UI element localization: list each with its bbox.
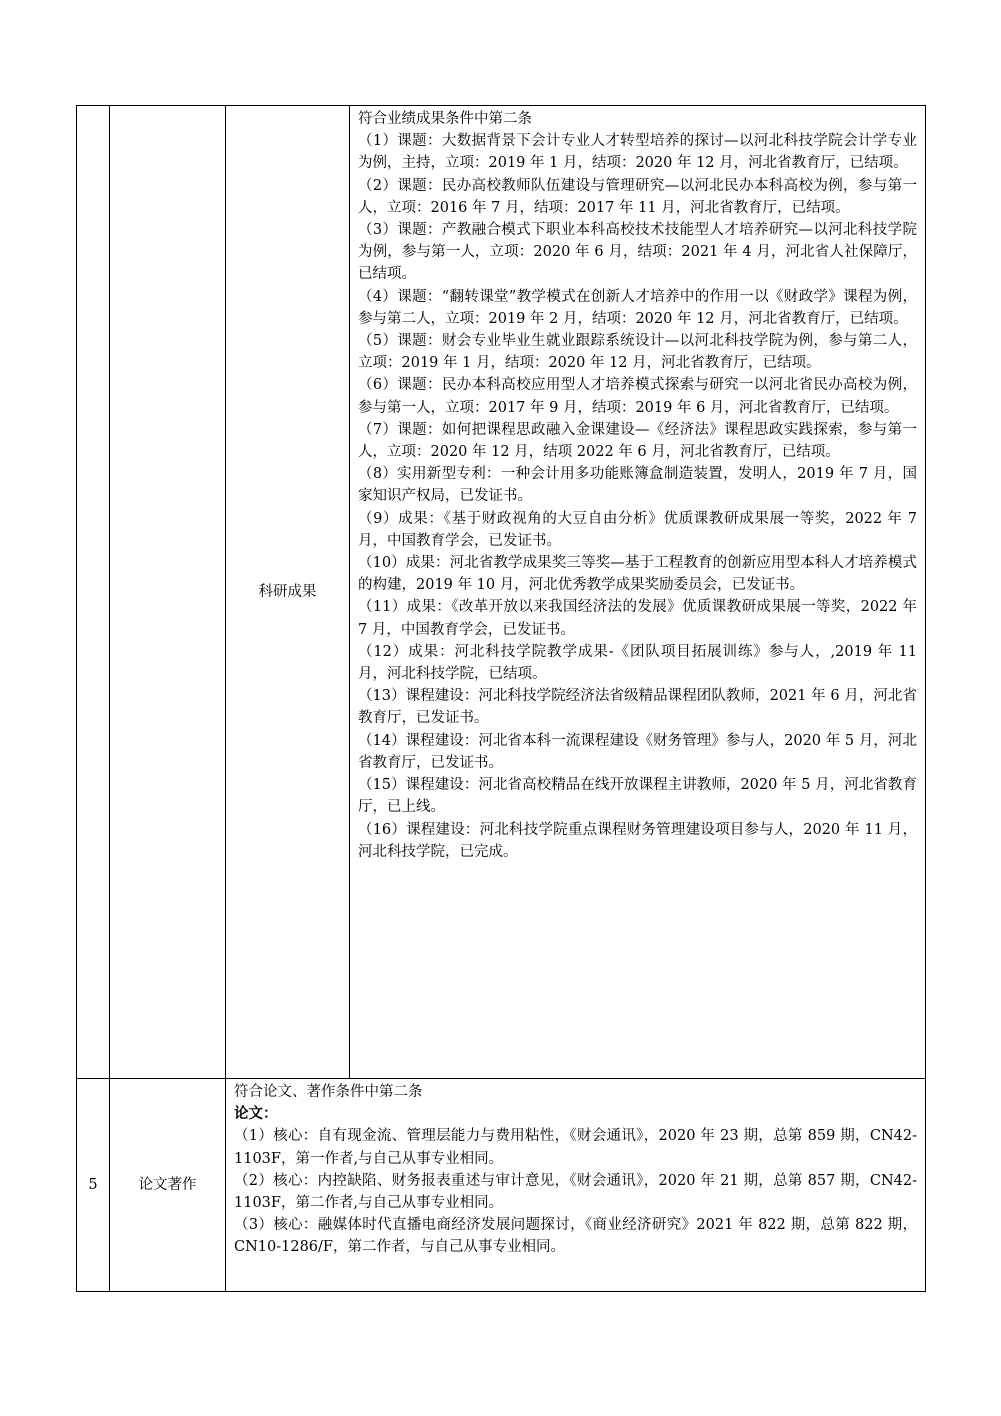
papers-content-cell xyxy=(226,1079,926,1292)
research-content-cell xyxy=(350,106,926,1079)
qualification-table xyxy=(76,105,926,1292)
table-row-research xyxy=(77,106,926,1079)
research-item: （10）成果：河北省教学成果奖三等奖—基于工程教育的创新应用型本科人才培养模式的构建，2019 年 10 月，河北优秀教学成果奖励委员会，已发证书。 xyxy=(358,555,917,594)
research-item: （4）课题：“翻转课堂”教学模式在创新人才培养中的作用一以《财政学》课程为例，参与第二人，立项：2019 年 2 月，结项：2020 年 12 月，河北省教育厅，已结项。 xyxy=(358,288,917,327)
paper-item: （2）核心：内控缺陷、财务报表重述与审计意见，《财会通讯》，2020 年 21 期，总第 857 期，CN42-1103F，第二作者,与自己从事专业相同。 xyxy=(234,1172,917,1212)
research-item: （12）成果：河北科技学院教学成果-《团队项目拓展训练》参与人，,2019 年 11 月，河北科技学院，已结项。 xyxy=(358,643,917,683)
row-name-cell xyxy=(110,106,226,1079)
paper-item: （3）核心：融媒体时代直播电商经济发展问题探讨，《商业经济研究》2021 年 822 期，总第 822 期，CN10-1286/F，第二作者，与自己从事专业相同。 xyxy=(234,1217,917,1256)
research-item: （9）成果：《基于财政视角的大豆自由分析》优质课教研成果展一等奖，2022 年 7 月，中国教育学会，已发证书。 xyxy=(358,510,917,549)
research-item: （13）课程建设：河北科技学院经济法省级精品课程团队教师，2021 年 6 月，河北省教育厅，已发证书。 xyxy=(358,688,917,727)
research-item: （1）课题：大数据背景下会计专业人才转型培养的探讨—以河北科技学院会计学专业为例，主持，立项：2019 年 1 月，结项：2020 年 12 月，河北省教育厅，已结项。 xyxy=(358,133,917,172)
research-item: （8）实用新型专利：一种会计用多功能账簿盒制造装置，发明人，2019 年 7 月，国家知识产权局，已发证书。 xyxy=(358,466,917,505)
research-item: （3）课题：产教融合模式下职业本科高校技术技能型人才培养研究—以河北科技学院为例，参与第一人，立项：2020 年 6 月，结项：2021 年 4 月，河北省人社保障厅，已结项。 xyxy=(358,222,917,283)
research-item: （15）课程建设：河北省高校精品在线开放课程主讲教师，2020 年 5 月，河北省教育厅，已上线。 xyxy=(358,777,917,816)
category-label-research: 科研成果 xyxy=(226,106,350,1079)
paper-item: （1）核心：自有现金流、管理层能力与费用粘性，《财会通讯》，2020 年 23 期，总第 859 期，CN42-1103F，第一作者,与自己从事专业相同。 xyxy=(234,1128,917,1167)
research-item: （6）课题：民办本科高校应用型人才培养模式探索与研究一以河北省民办高校为例，参与第一人，立项：2017 年 9 月，结项：2019 年 6 月，河北省教育厅，已结项。 xyxy=(358,377,917,416)
papers-heading: 符合论文、著作条件中第二条 xyxy=(234,1084,423,1100)
research-item: （5）课题：财会专业毕业生就业跟踪系统设计—以河北科技学院为例，参与第二人，立项：2019 年 1 月，结项：2020 年 12 月，河北省教育厅，已结项。 xyxy=(358,333,917,372)
table-row-papers xyxy=(77,1079,926,1292)
row-number-cell xyxy=(77,106,110,1079)
row-number-5: 5 xyxy=(77,1079,110,1292)
research-item: （7）课题：如何把课程思政融入金课建设—《经济法》课程思政实践探索，参与第一人，立项：2020 年 12 月，结项 2022 年 6 月，河北省教育厅，已结项。 xyxy=(358,421,917,461)
research-heading: 符合业绩成果条件中第二条 xyxy=(358,111,532,127)
research-item: （16）课程建设：河北科技学院重点课程财务管理建设项目参与人，2020 年 11 月，河北科技学院，已完成。 xyxy=(358,821,917,860)
papers-subheading: 论文： xyxy=(234,1105,278,1123)
research-item: （14）课程建设：河北省本科一流课程建设《财务管理》参与人，2020 年 5 月，河北省教育厅，已发证书。 xyxy=(358,732,917,771)
research-item: （11）成果：《改革开放以来我国经济法的发展》优质课教研成果展一等奖，2022 年 7 月，中国教育学会，已发证书。 xyxy=(358,599,917,638)
research-item: （2）课题：民办高校教师队伍建设与管理研究—以河北民办本科高校为例，参与第一人，立项：2016 年 7 月，结项：2017 年 11 月，河北省教育厅，已结项。 xyxy=(358,177,917,216)
row-name-papers: 论文著作 xyxy=(110,1079,226,1292)
